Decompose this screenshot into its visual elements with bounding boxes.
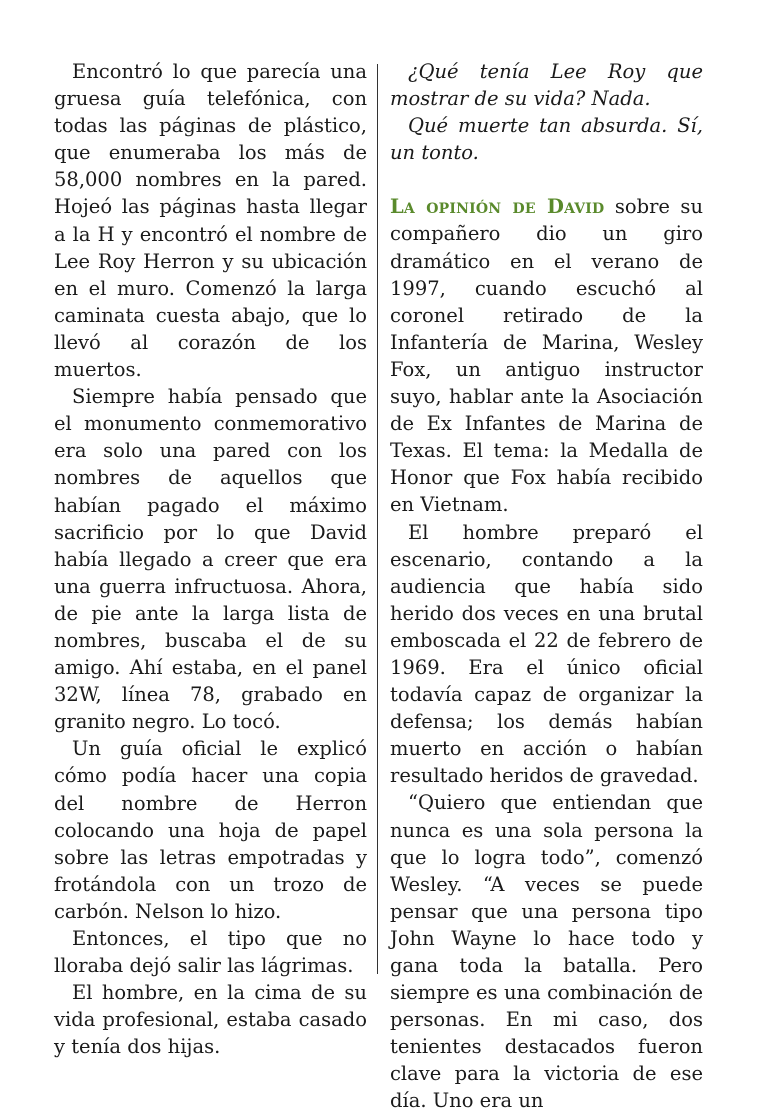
right-column [390, 58, 703, 1115]
left-column [54, 58, 367, 1060]
paragraph-tears: Entonces, el tipo que no lloraba dejó salir las lágrimas. [54, 927, 367, 978]
section-lead-in: La opinión de David [390, 195, 605, 219]
section-opening-paragraph [390, 193, 703, 518]
paragraph-ambush: El hombre preparó el escenario, contando a la audiencia que había sido herido dos veces en una brutal emboscada el 22 de febrero de 1969. Era el único oficial todavía capaz de organizar la defensa; los demás habían muerto en acción o habían resultado heridos de gravedad. [390, 520, 703, 788]
paragraph-memorial-wall: Siempre había pensado que el monumento conmemorativo era solo una pared con los nombres de aquellos que habían pagado el máximo sacrificio por lo que David había llegado a creer que era una guerra infructuosa. Ahora, de pie ante la larga lista de nombres, buscaba el de su amigo. Ahí estaba, en el panel 32W, línea 78, grabado en granito negro. Lo tocó. [54, 385, 367, 734]
section-opening-text: sobre su compañero dio un giro dramático en el verano de 1997, cuando escuchó al coronel retirado de la Infantería de Marina, Wesley Fox, un antiguo instructor suyo, hablar ante la Asociación de Ex Infantes de Marina de Texas. El tema: la Medalla de Honor que Fox había recibido en Vietnam. [390, 195, 704, 517]
italic-thought-2: Qué muerte tan absurda. Sí, un tonto. [390, 114, 703, 165]
column-divider [377, 64, 378, 974]
paragraph-career-peak: El hombre, en la cima de su vida profesional, estaba casado y tenía dos hijas. [54, 981, 367, 1059]
paragraph-name-rubbing: Un guía oficial le explicó cómo podía hacer una copia del nombre de Herron colocando una hoja de papel sobre las letras empotradas y frotándola con un trozo de carbón. Nelson lo hizo. [54, 737, 367, 923]
paragraph-wesley-quote: “Quiero que entiendan que nunca es una sola persona la que lo logra todo”, comenzó Wesley. “A veces se puede pensar que una persona tipo John Wayne lo hace todo y gana toda la batalla. Pero siempre es una combinación de personas. En mi caso, dos tenientes destacados fueron clave para la victoria de ese día. Uno era un [390, 791, 703, 1113]
paragraph-guide-book: Encontró lo que parecía una gruesa guía telefónica, con todas las páginas de plástico, que enumeraba los más de 58,000 nombres en la pared. Hojeó las páginas hasta llegar a la H y encontró el nombre de Lee Roy Herron y su ubicación en el muro. Comenzó la larga caminata cuesta abajo, que lo llevó al corazón de los muertos. [54, 60, 367, 382]
italic-thought-1: ¿Qué tenía Lee Roy que mostrar de su vida? Nada. [390, 60, 703, 111]
